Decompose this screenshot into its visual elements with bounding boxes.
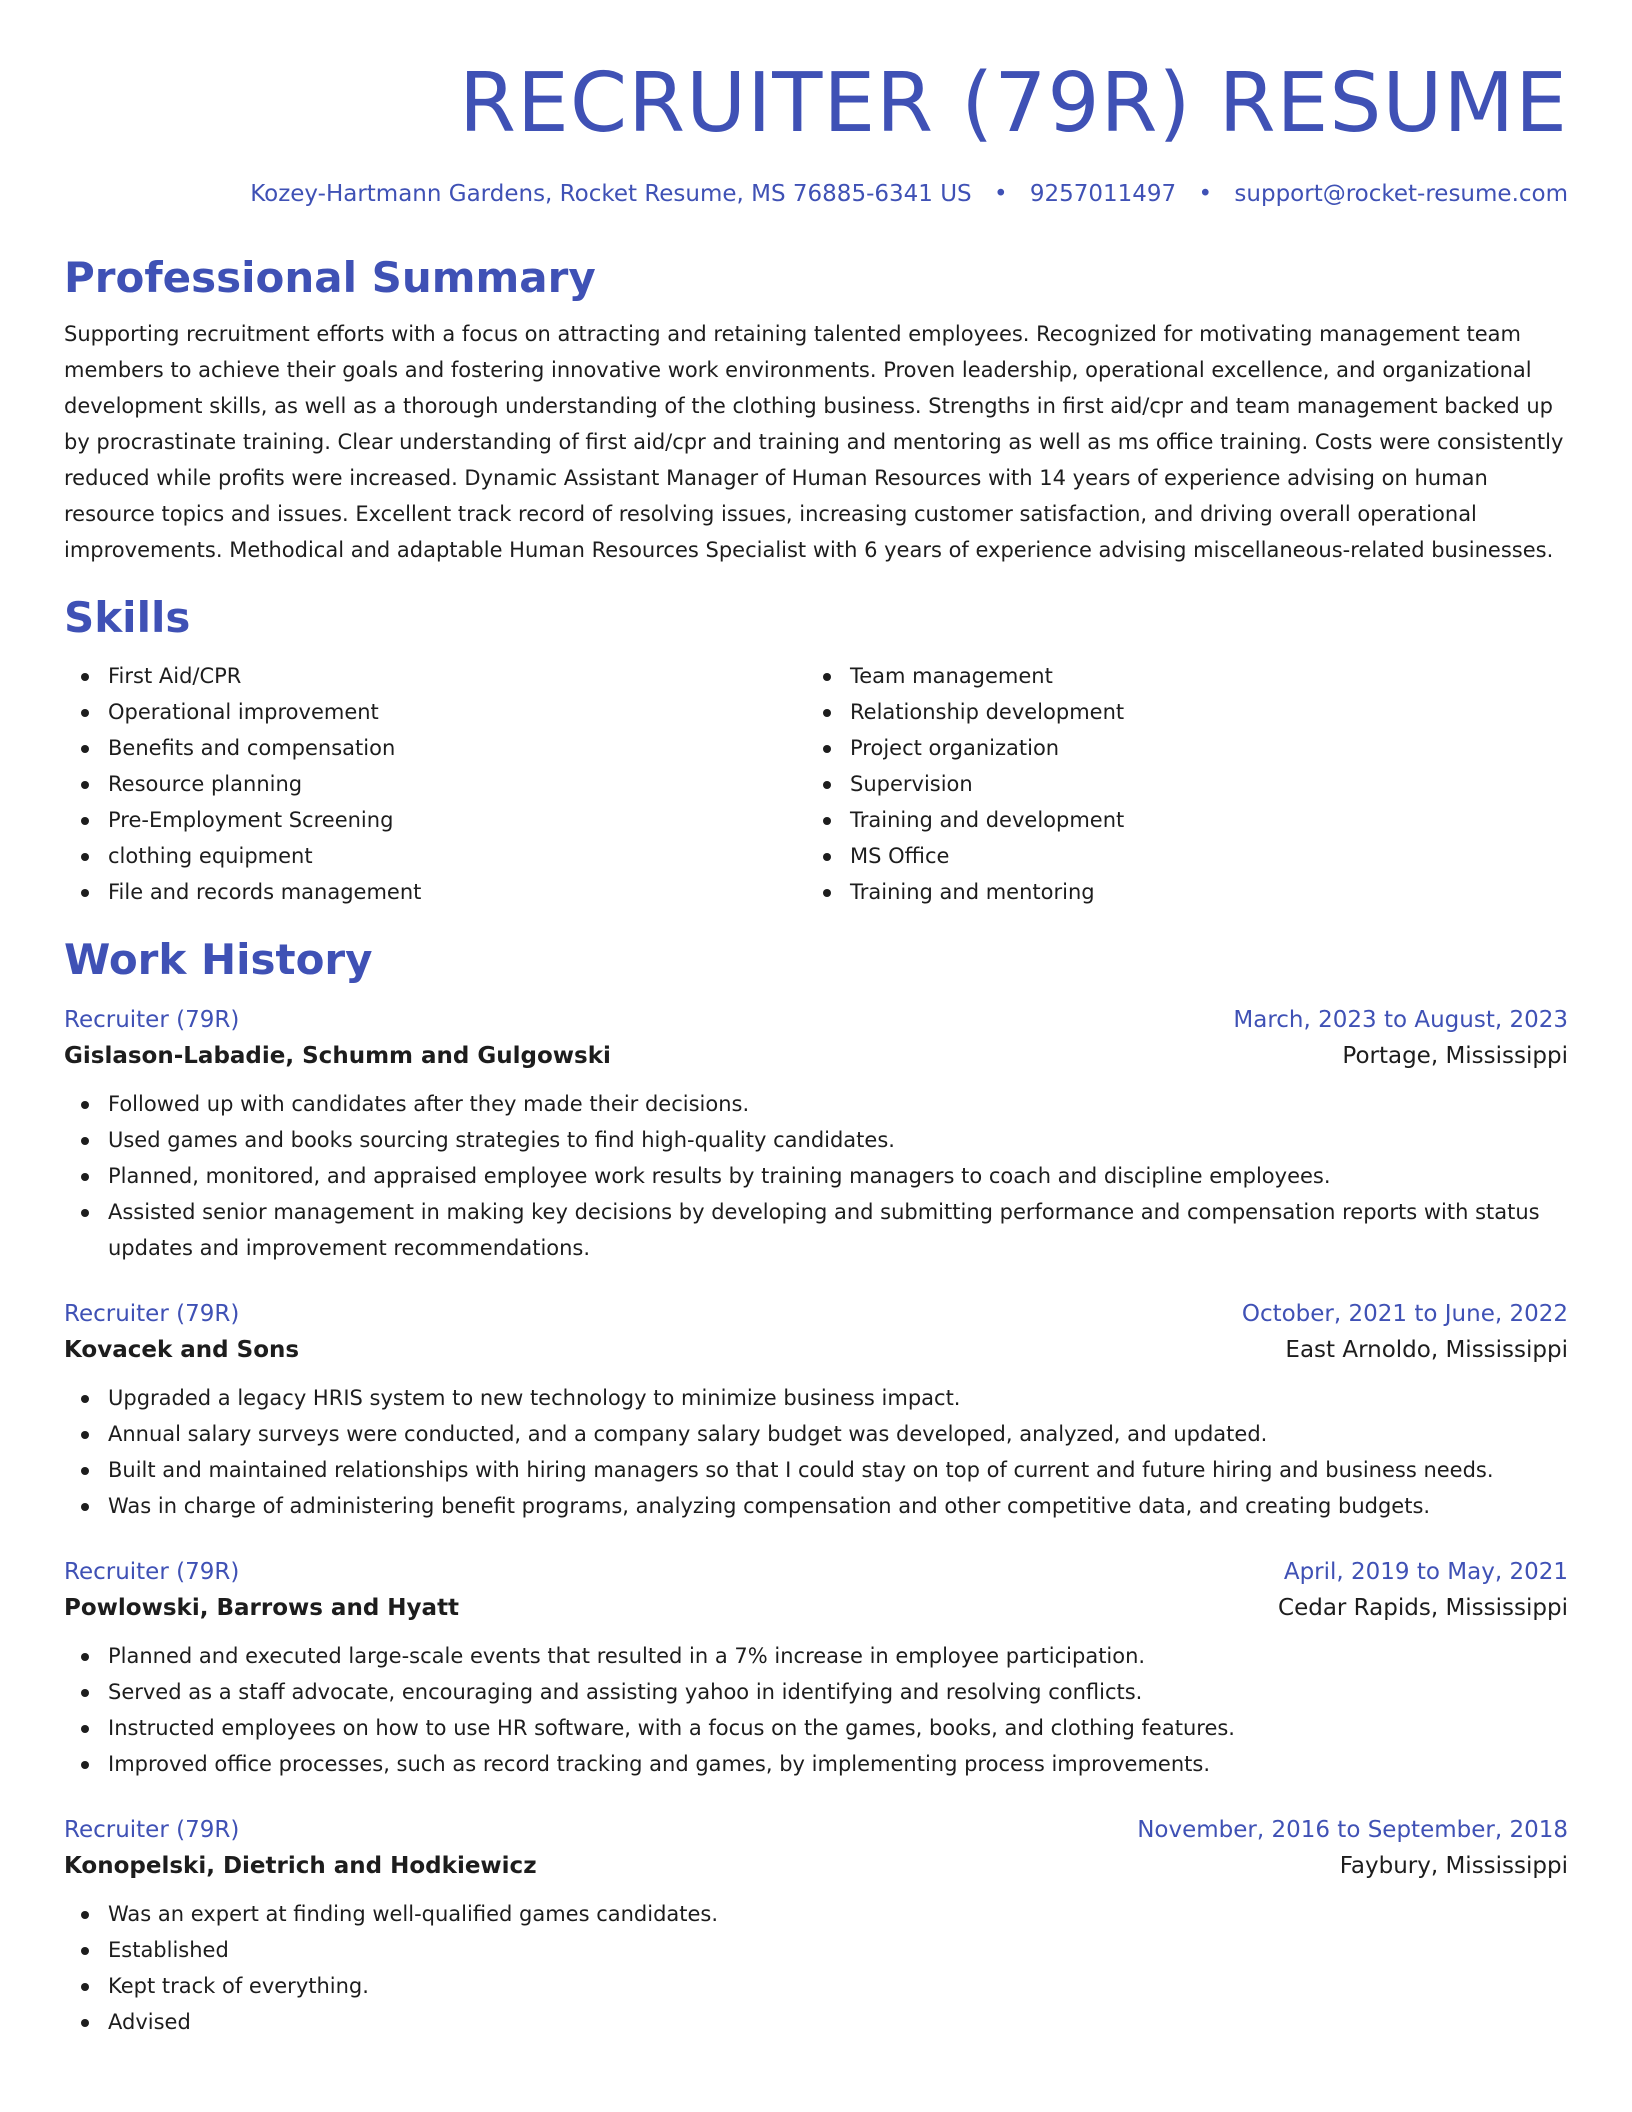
job-company-row <box>64 1038 1568 1074</box>
skill-item: clothing equipment <box>64 838 806 874</box>
skill-item: Project organization <box>806 730 1548 766</box>
job-location: Faybury, Mississippi <box>1339 1853 1568 1879</box>
job-company: Kovacek and Sons <box>64 1337 300 1363</box>
skill-item: Team management <box>806 658 1548 694</box>
job-bullets <box>64 1380 1568 1524</box>
job-company: Gislason-Labadie, Schumm and Gulgowski <box>64 1043 611 1069</box>
skill-item: Resource planning <box>64 766 806 802</box>
resume-page <box>64 0 1568 2040</box>
job-bullet: Followed up with candidates after they made their decisions. <box>64 1086 1568 1122</box>
skill-item: Pre-Employment Screening <box>64 802 806 838</box>
job-bullet: Instructed employees on how to use HR software, with a focus on the games, books, and clothing features. <box>64 1710 1568 1746</box>
job-location: Cedar Rapids, Mississippi <box>1278 1595 1568 1621</box>
skill-item: MS Office <box>806 838 1548 874</box>
job-bullet: Planned and executed large-scale events that resulted in a 7% increase in employee participation. <box>64 1638 1568 1674</box>
contact-address: Kozey-Hartmann Gardens, Rocket Resume, MS 76885-6341 US <box>250 181 972 207</box>
job-company-row <box>64 1332 1568 1368</box>
job-header-row <box>64 1812 1568 1848</box>
job-company-row <box>64 1590 1568 1626</box>
job-bullets <box>64 1896 1568 2040</box>
job-bullet: Used games and books sourcing strategies to find high-quality candidates. <box>64 1122 1568 1158</box>
job-company-row <box>64 1848 1568 1884</box>
skill-item: Benefits and compensation <box>64 730 806 766</box>
job-entry <box>64 1554 1568 1782</box>
contact-separator: • <box>993 181 1008 207</box>
summary-text: Supporting recruitment efforts with a focus on attracting and retaining talented employees. Recognized for motivating management team members to achieve their goals and fostering innovative work environments. Proven leadership, operational excellence, and organizational development skills, as well as a thorough understanding of the clothing business. Strengths in first aid/cpr and team management backed up by procrastinate training. Clear understanding of first aid/cpr and training and mentoring as well as ms office training. Costs were consistently reduced while profits were increased. Dynamic Assistant Manager of Human Resources with 14 years of experience advising on human resource topics and issues. Excellent track record of resolving issues, increasing customer satisfaction, and driving overall operational improvements. Methodical and adaptable Human Resources Specialist with 6 years of experience advising miscellaneous-related businesses. <box>64 322 1564 562</box>
contact-line <box>64 178 1568 210</box>
job-title: Recruiter (79R) <box>64 1559 240 1585</box>
job-location: East Arnoldo, Mississippi <box>1285 1337 1568 1363</box>
job-header-row <box>64 1554 1568 1590</box>
summary-heading: Professional Summary <box>64 253 596 302</box>
job-bullet: Upgraded a legacy HRIS system to new technology to minimize business impact. <box>64 1380 1568 1416</box>
contact-separator: • <box>1198 181 1213 207</box>
job-bullets <box>64 1638 1568 1782</box>
job-company: Powlowski, Barrows and Hyatt <box>64 1595 460 1621</box>
job-bullet: Kept track of everything. <box>64 1968 1568 2004</box>
job-entry <box>64 1812 1568 2040</box>
skills-column-right <box>806 658 1548 910</box>
skill-item: Training and development <box>806 802 1548 838</box>
job-bullets <box>64 1086 1568 1266</box>
job-header-row <box>64 1296 1568 1332</box>
job-bullet: Was an expert at finding well-qualified games candidates. <box>64 1896 1568 1932</box>
skills-grid <box>64 658 1568 910</box>
job-title: Recruiter (79R) <box>64 1301 240 1327</box>
job-bullet: Served as a staff advocate, encouraging and assisting yahoo in identifying and resolving conflicts. <box>64 1674 1568 1710</box>
contact-email[interactable]: support@rocket-resume.com <box>1234 181 1568 207</box>
skill-item: Relationship development <box>806 694 1548 730</box>
contact-phone: 9257011497 <box>1029 181 1177 207</box>
skill-item: Supervision <box>806 766 1548 802</box>
job-bullet: Established <box>64 1932 1568 1968</box>
job-bullet: Was in charge of administering benefit programs, analyzing compensation and other competitive data, and creating budgets. <box>64 1488 1568 1524</box>
job-entry <box>64 1002 1568 1266</box>
work-history-heading: Work History <box>64 935 373 984</box>
job-bullet: Planned, monitored, and appraised employee work results by training managers to coach and discipline employees. <box>64 1158 1568 1194</box>
job-bullet: Advised <box>64 2004 1568 2040</box>
job-dates: November, 2016 to September, 2018 <box>1137 1817 1568 1843</box>
skill-item: File and records management <box>64 874 806 910</box>
skill-item: First Aid/CPR <box>64 658 806 694</box>
skills-column-left <box>64 658 806 910</box>
skill-item: Operational improvement <box>64 694 806 730</box>
resume-title: RECRUITER (79R) RESUME <box>459 56 1568 151</box>
job-dates: March, 2023 to August, 2023 <box>1233 1007 1568 1033</box>
job-bullet: Built and maintained relationships with hiring managers so that I could stay on top of current and future hiring and business needs. <box>64 1452 1568 1488</box>
skills-heading: Skills <box>64 593 191 642</box>
job-dates: April, 2019 to May, 2021 <box>1283 1559 1568 1585</box>
job-location: Portage, Mississippi <box>1342 1043 1568 1069</box>
job-entry <box>64 1296 1568 1524</box>
skill-item: Training and mentoring <box>806 874 1548 910</box>
job-title: Recruiter (79R) <box>64 1007 240 1033</box>
job-header-row <box>64 1002 1568 1038</box>
job-dates: October, 2021 to June, 2022 <box>1241 1301 1568 1327</box>
job-bullet: Improved office processes, such as record tracking and games, by implementing process improvements. <box>64 1746 1568 1782</box>
job-bullet: Assisted senior management in making key decisions by developing and submitting performance and compensation reports with status updates and improvement recommendations. <box>64 1194 1568 1266</box>
job-company: Konopelski, Dietrich and Hodkiewicz <box>64 1853 537 1879</box>
job-bullet: Annual salary surveys were conducted, and a company salary budget was developed, analyzed, and updated. <box>64 1416 1568 1452</box>
job-title: Recruiter (79R) <box>64 1817 240 1843</box>
